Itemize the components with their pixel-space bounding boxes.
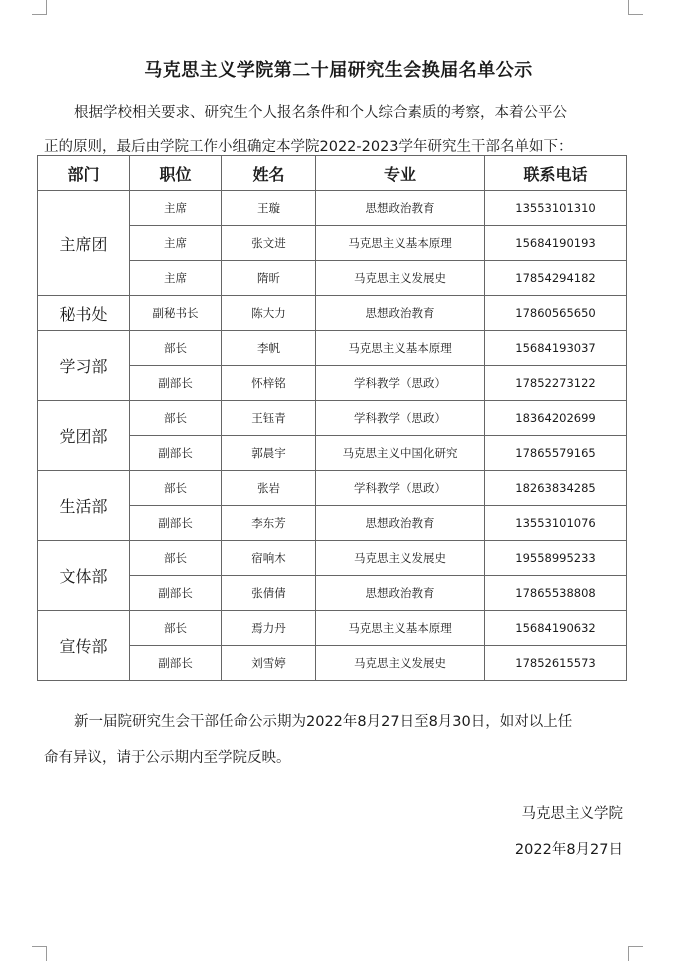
position-cell: 部长 (130, 541, 222, 576)
header-phone: 联系电话 (485, 156, 627, 191)
position-cell: 副部长 (130, 436, 222, 471)
major-cell: 思想政治教育 (316, 506, 485, 541)
name-cell: 王钰青 (222, 401, 316, 436)
position-cell: 副部长 (130, 646, 222, 681)
notice-line: 命有异议，请于公示期内至学院反映。 (44, 750, 291, 766)
phone-cell: 15684190193 (485, 226, 627, 261)
position-cell: 部长 (130, 331, 222, 366)
position-cell: 副秘书长 (130, 296, 222, 331)
department-cell: 宣传部 (38, 611, 130, 681)
table-header-row (38, 156, 627, 191)
phone-cell: 18263834285 (485, 471, 627, 506)
department-cell: 党团部 (38, 401, 130, 471)
phone-cell: 17865579165 (485, 436, 627, 471)
table-row (38, 331, 627, 366)
phone-cell: 17852615573 (485, 646, 627, 681)
name-cell: 张倩倩 (222, 576, 316, 611)
department-cell: 生活部 (38, 471, 130, 541)
major-cell: 学科教学（思政） (316, 366, 485, 401)
page-corner-mark (628, 946, 643, 961)
name-cell: 隋昕 (222, 261, 316, 296)
phone-cell: 17852273122 (485, 366, 627, 401)
document-title: 马克思主义学院第二十届研究生会换届名单公示 (144, 60, 533, 81)
phone-cell: 15684190632 (485, 611, 627, 646)
department-cell: 学习部 (38, 331, 130, 401)
header-name: 姓名 (222, 156, 316, 191)
page-corner-mark (32, 0, 47, 15)
major-cell: 马克思主义中国化研究 (316, 436, 485, 471)
phone-cell: 17854294182 (485, 261, 627, 296)
position-cell: 主席 (130, 226, 222, 261)
major-cell: 马克思主义基本原理 (316, 611, 485, 646)
notice-line: 新一届院研究生会干部任命公示期为2022年8月27日至8月30日，如对以上任 (74, 714, 573, 730)
name-cell: 张岩 (222, 471, 316, 506)
table-row (38, 401, 627, 436)
position-cell: 副部长 (130, 576, 222, 611)
name-cell: 陈大力 (222, 296, 316, 331)
intro-paragraph (44, 96, 633, 164)
signature-block (515, 796, 623, 868)
position-cell: 主席 (130, 191, 222, 226)
table-row (38, 296, 627, 331)
major-cell: 马克思主义发展史 (316, 541, 485, 576)
name-cell: 郭晨宇 (222, 436, 316, 471)
phone-cell: 19558995233 (485, 541, 627, 576)
position-cell: 副部长 (130, 366, 222, 401)
major-cell: 马克思主义基本原理 (316, 331, 485, 366)
major-cell: 学科教学（思政） (316, 401, 485, 436)
name-cell: 王璇 (222, 191, 316, 226)
position-cell: 主席 (130, 261, 222, 296)
table-row (38, 471, 627, 506)
major-cell: 马克思主义基本原理 (316, 226, 485, 261)
department-cell: 秘书处 (38, 296, 130, 331)
major-cell: 思想政治教育 (316, 191, 485, 226)
page-corner-mark (628, 0, 643, 15)
position-cell: 副部长 (130, 506, 222, 541)
table-row (38, 541, 627, 576)
header-department: 部门 (38, 156, 130, 191)
major-cell: 思想政治教育 (316, 576, 485, 611)
department-cell: 文体部 (38, 541, 130, 611)
name-cell: 李帆 (222, 331, 316, 366)
position-cell: 部长 (130, 401, 222, 436)
page-corner-mark (32, 946, 47, 961)
intro-line: 根据学校相关要求、研究生个人报名条件和个人综合素质的考察，本着公平公 (74, 105, 567, 121)
header-position: 职位 (130, 156, 222, 191)
signature-date: 2022年8月27日 (514, 842, 623, 858)
position-cell: 部长 (130, 471, 222, 506)
name-cell: 宿响木 (222, 541, 316, 576)
name-cell: 怀梓铭 (222, 366, 316, 401)
major-cell: 思想政治教育 (316, 296, 485, 331)
intro-line: 正的原则，最后由学院工作小组确定本学院2022-2023学年研究生干部名单如下： (44, 139, 573, 155)
phone-cell: 15684193037 (485, 331, 627, 366)
phone-cell: 13553101076 (485, 506, 627, 541)
name-cell: 张文进 (222, 226, 316, 261)
notice-paragraph (44, 704, 633, 776)
phone-cell: 18364202699 (485, 401, 627, 436)
table-row (38, 611, 627, 646)
name-cell: 焉力丹 (222, 611, 316, 646)
header-major: 专业 (316, 156, 485, 191)
phone-cell: 17865538808 (485, 576, 627, 611)
name-cell: 刘雪婷 (222, 646, 316, 681)
name-cell: 李东芳 (222, 506, 316, 541)
roster-table (37, 155, 627, 681)
signature-organization: 马克思主义学院 (521, 806, 623, 822)
position-cell: 部长 (130, 611, 222, 646)
phone-cell: 13553101310 (485, 191, 627, 226)
department-cell: 主席团 (38, 191, 130, 296)
major-cell: 学科教学（思政） (316, 471, 485, 506)
phone-cell: 17860565650 (485, 296, 627, 331)
major-cell: 马克思主义发展史 (316, 261, 485, 296)
table-row (38, 191, 627, 226)
major-cell: 马克思主义发展史 (316, 646, 485, 681)
